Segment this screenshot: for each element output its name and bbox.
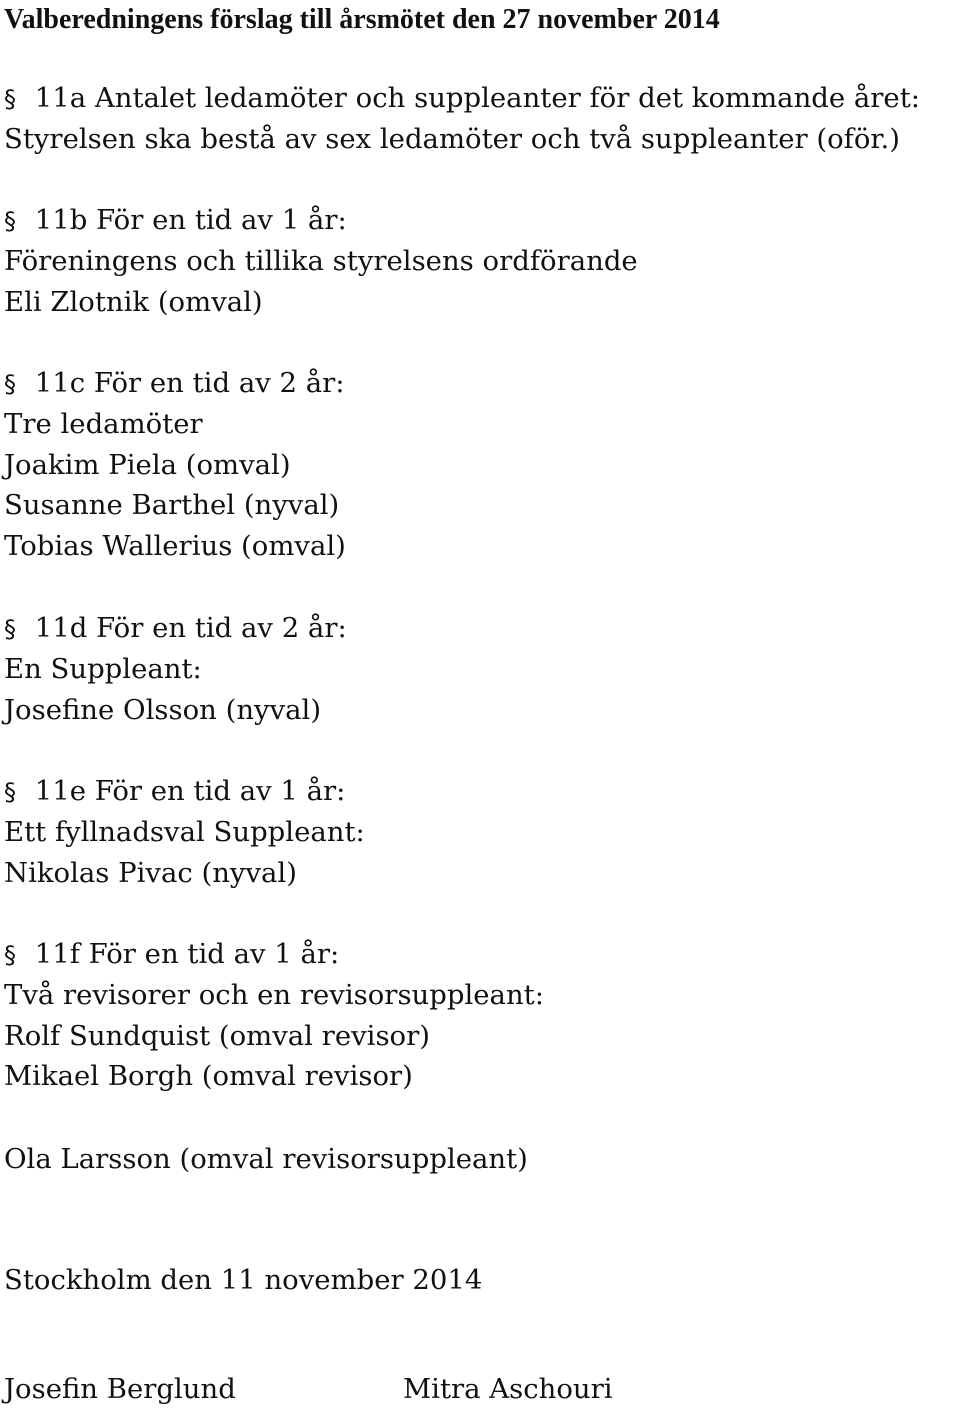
signature-name-2: Mitra Aschouri (403, 1373, 613, 1405)
section-heading-text: 11b För en tid av 1 år: (34, 204, 347, 236)
section-line: Mikael Borgh (omval revisor) (4, 1060, 413, 1093)
section-line: Rolf Sundquist (omval revisor) (4, 1019, 430, 1052)
section-heading-text: 11f För en tid av 1 år: (34, 938, 340, 970)
deputy-auditor-line: Ola Larsson (omval revisorsuppleant) (4, 1143, 528, 1175)
section-heading (4, 78, 920, 119)
signature-name-1: Josefin Berglund (4, 1373, 236, 1405)
section-11a (4, 78, 920, 160)
document-title: Valberedningens förslag till årsmötet den 27 november 2014 (4, 4, 720, 35)
paragraph-icon: § (4, 778, 16, 806)
section-11b (4, 200, 638, 322)
section-line: Tre ledamöter (4, 407, 203, 440)
section-heading-text: 11d För en tid av 2 år: (34, 612, 347, 644)
paragraph-icon: § (4, 370, 16, 398)
section-line: Föreningens och tillika styrelsens ordförande (4, 244, 638, 277)
section-heading-text: 11e För en tid av 1 år: (34, 775, 346, 807)
section-line: Nikolas Pivac (nyval) (4, 856, 297, 889)
section-line: Eli Zlotnik (omval) (4, 285, 263, 318)
section-heading-text: 11a Antalet ledamöter och suppleanter för det kommande året: (34, 82, 921, 114)
section-line: Susanne Barthel (nyval) (4, 489, 340, 522)
section-heading-text: 11c För en tid av 2 år: (34, 367, 345, 399)
section-11c (4, 363, 346, 567)
section-line: Joakim Piela (omval) (4, 448, 291, 481)
paragraph-icon: § (4, 941, 16, 969)
section-heading (4, 934, 544, 975)
section-heading (4, 771, 365, 812)
section-line: Josefine Olsson (nyval) (4, 693, 322, 726)
section-line: Styrelsen ska bestå av sex ledamöter och två suppleanter (oför.) (4, 122, 900, 155)
place-date: Stockholm den 11 november 2014 (4, 1264, 483, 1296)
paragraph-icon: § (4, 85, 16, 113)
section-heading (4, 200, 638, 241)
section-11d (4, 608, 347, 730)
paragraph-icon: § (4, 207, 16, 235)
section-line: Ett fyllnadsval Suppleant: (4, 815, 365, 848)
section-11f (4, 934, 544, 1097)
section-line: Tobias Wallerius (omval) (4, 530, 346, 563)
section-heading (4, 363, 346, 404)
paragraph-icon: § (4, 615, 16, 643)
section-line: Två revisorer och en revisorsuppleant: (4, 978, 544, 1011)
section-11e (4, 771, 365, 893)
section-heading (4, 608, 347, 649)
section-line: En Suppleant: (4, 652, 202, 685)
